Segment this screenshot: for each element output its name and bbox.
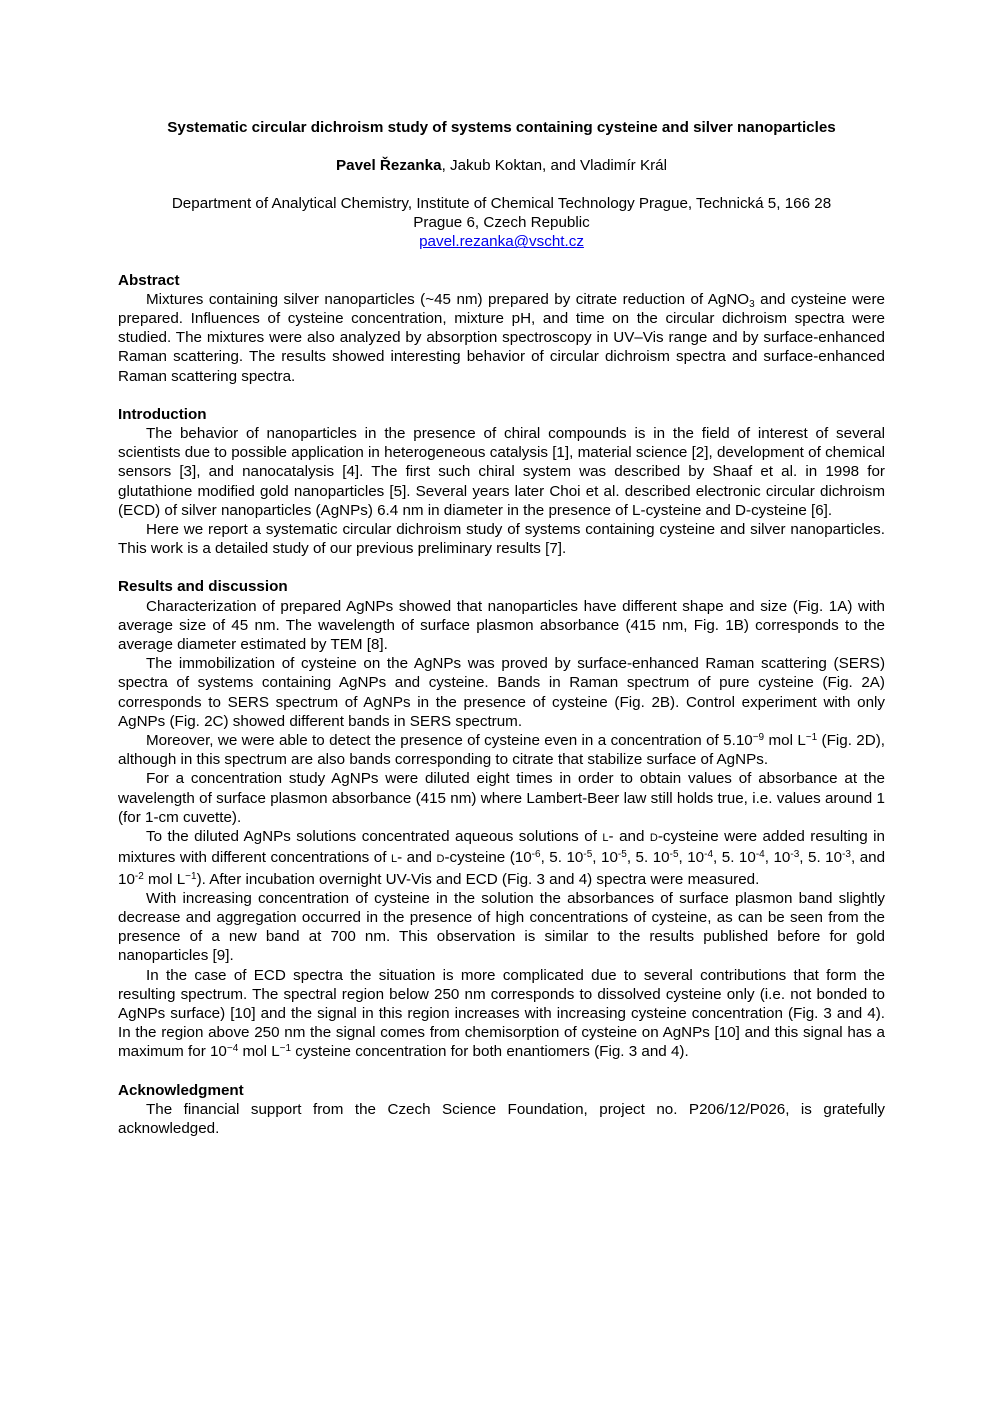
p5-text: To the diluted AgNPs solutions concentrated aqueous solutions of xyxy=(146,828,603,846)
p5-sup: -3 xyxy=(790,849,800,861)
results-paragraph-7 xyxy=(118,966,885,1062)
introduction-heading: Introduction xyxy=(118,405,207,423)
abstract-text-a: Mixtures containing silver nanoparticles (~45 nm) prepared by citrate reduction of AgNO xyxy=(146,290,750,308)
p5-text: , 5. 10 xyxy=(799,849,843,867)
results-paragraph-4: For a concentration study AgNPs were diluted eight times in order to obtain values of absorbance at the wavelength of surface plasmon absorbance (415 nm) where Lambert-Beer law still holds true, i.e. values around 1 (for 1-cm cuvette). xyxy=(118,770,885,826)
acknowledgment-paragraph: The financial support from the Czech Science Foundation, project no. P206/12/P026, is gratefully acknowledged. xyxy=(118,1100,885,1137)
p5-smallcaps: D xyxy=(649,832,658,845)
introduction-paragraph-2: Here we report a systematic circular dichroism study of systems containing cysteine and silver nanoparticles. This work is a detailed study of our previous preliminary results [7]. xyxy=(118,521,885,558)
other-authors: , Jakub Koktan, and Vladimír Král xyxy=(441,157,667,174)
results-p7-sup-1: −4 xyxy=(226,1043,239,1055)
p5-smallcaps: L xyxy=(602,832,609,845)
p5-text: , 5. 10 xyxy=(713,849,756,867)
affiliation-line-2: Prague 6, Czech Republic xyxy=(413,214,590,232)
introduction-paragraph-1: The behavior of nanoparticles in the presence of chiral compounds is in the field of interest of several scientists due to possible application in heterogeneous catalysis [1], material science [2], development of chemical sensors [3], and nanocatalysis [4]. The first such chiral system was described by Shaaf et al. in 1998 for glutathione modified gold nanoparticles [5]. Several years later Choi et al. described electronic circular dichroism (ECD) of silver nanoparticles (AgNPs) 6.4 nm in diameter in the presence of L-cysteine and D-cysteine [6]. xyxy=(118,425,885,519)
results-paragraph-1: Characterization of prepared AgNPs showed that nanoparticles have different shape and size (Fig. 1A) with average size of 45 nm. The wavelength of surface plasmon absorbance (415 nm, Fig. 1B) corresponds to the average diameter estimated by TEM [8]. xyxy=(118,597,885,654)
paper-title: Systematic circular dichroism study of systems containing cysteine and silver nanoparticles xyxy=(167,119,836,136)
results-p7-text-a: In the case of ECD spectra the situation is more complicated due to several contributions that form the resulting spectrum. The spectral region below 250 nm corresponds to dissolved cysteine only (i.e. not bonded to AgNPs surface) [10] and the signal in this region increases with increasing cysteine concentration (Fig. 3 and 4). In the region above 250 nm the signal comes from chemisorption of cysteine on AgNPs [10] and this signal has a maximum for 10 xyxy=(118,966,885,1061)
affiliation xyxy=(118,194,885,252)
p5-sup: -4 xyxy=(704,849,714,861)
results-p7-text-c: cysteine concentration for both enantiomers (Fig. 3 and 4). xyxy=(291,1043,689,1061)
abstract-heading: Abstract xyxy=(118,271,180,289)
affiliation-line-1: Department of Analytical Chemistry, Institute of Chemical Technology Prague, Technická 5, 166 28 xyxy=(171,195,832,212)
abstract-paragraph xyxy=(118,290,885,386)
paper-page xyxy=(118,118,885,1138)
email-link[interactable]: pavel.rezanka@vscht.cz xyxy=(419,233,584,251)
p5-text: - and xyxy=(608,828,650,846)
acknowledgment-heading: Acknowledgment xyxy=(118,1081,244,1099)
results-p7-text-b: mol L xyxy=(238,1043,280,1061)
p5-text: , 10 xyxy=(764,849,791,867)
p5-text: , and 10 xyxy=(118,849,886,888)
results-p3-text-c: (Fig. 2D), although in this spectrum are also bands corresponding to citrate that stabilize surface of AgNPs. xyxy=(118,732,885,769)
results-p7-sup-2: −1 xyxy=(279,1043,292,1055)
p5-sup: -4 xyxy=(755,849,765,861)
results-heading: Results and discussion xyxy=(118,578,288,596)
p5-sup: -2 xyxy=(134,870,144,882)
p5-sup: −1 xyxy=(185,870,197,882)
results-p3-sup-1: −9 xyxy=(752,732,765,744)
results-p3-sup-2: −1 xyxy=(805,732,818,744)
abstract-subscript: 3 xyxy=(749,298,755,310)
p5-text: , 10 xyxy=(592,849,618,867)
abstract-text-b: and cysteine were prepared. Influences of cysteine concentration, mixture pH, and time on the circular dichroism spectra were studied. The mixtures were also analyzed by absorption spectroscopy in UV–Vis range and by surface-enhanced Raman scattering. The results showed interesting behavior of circular dichroism spectra and surface-enhanced Raman scattering spectra. xyxy=(118,290,885,385)
p5-sup: -5 xyxy=(583,849,593,861)
p5-text: , 10 xyxy=(678,849,705,867)
p5-text: - and xyxy=(397,849,437,867)
p5-smallcaps: L xyxy=(390,853,398,866)
results-paragraph-5 xyxy=(118,827,885,889)
p5-smallcaps: D xyxy=(436,853,445,866)
results-p3-text-b: mol L xyxy=(764,732,806,750)
results-p3-text-a: Moreover, we were able to detect the presence of cysteine even in a concentration of 5.10 xyxy=(146,732,753,750)
p5-text: -cysteine were added resulting in mixtures with different concentrations of xyxy=(118,828,885,867)
p5-sup: -5 xyxy=(617,849,627,861)
results-paragraph-3 xyxy=(118,731,885,769)
p5-text: mol L xyxy=(143,870,186,888)
p5-sup: -3 xyxy=(842,849,851,861)
p5-text: , 5. 10 xyxy=(626,849,670,867)
p5-sup: -6 xyxy=(531,849,541,861)
results-paragraph-2: The immobilization of cysteine on the AgNPs was proved by surface-enhanced Raman scattering (SERS) spectra of systems containing AgNPs and cysteine. Bands in Raman spectrum of pure cysteine (Fig. 2A) corresponds to SERS spectrum of AgNPs in the presence of cysteine (Fig. 2B). Control experiment with only AgNPs (Fig. 2C) showed different bands in SERS spectrum. xyxy=(118,655,885,730)
results-paragraph-6: With increasing concentration of cysteine in the solution the absorbances of surface plasmon band slightly decrease and aggregation occurred in the presence of high concentrations of cysteine, as can be seen from the presence of a new band at 700 nm. This observation is similar to the results published before for gold nanoparticles [9]. xyxy=(118,889,885,965)
first-author: Pavel Řezanka xyxy=(336,157,442,174)
p5-text: -cysteine (10 xyxy=(444,849,532,867)
p5-text: ). After incubation overnight UV-Vis and ECD (Fig. 3 and 4) spectra were measured. xyxy=(196,870,760,888)
p5-sup: -5 xyxy=(669,849,679,861)
p5-text: , 5. 10 xyxy=(540,849,584,867)
author-list xyxy=(118,156,885,176)
